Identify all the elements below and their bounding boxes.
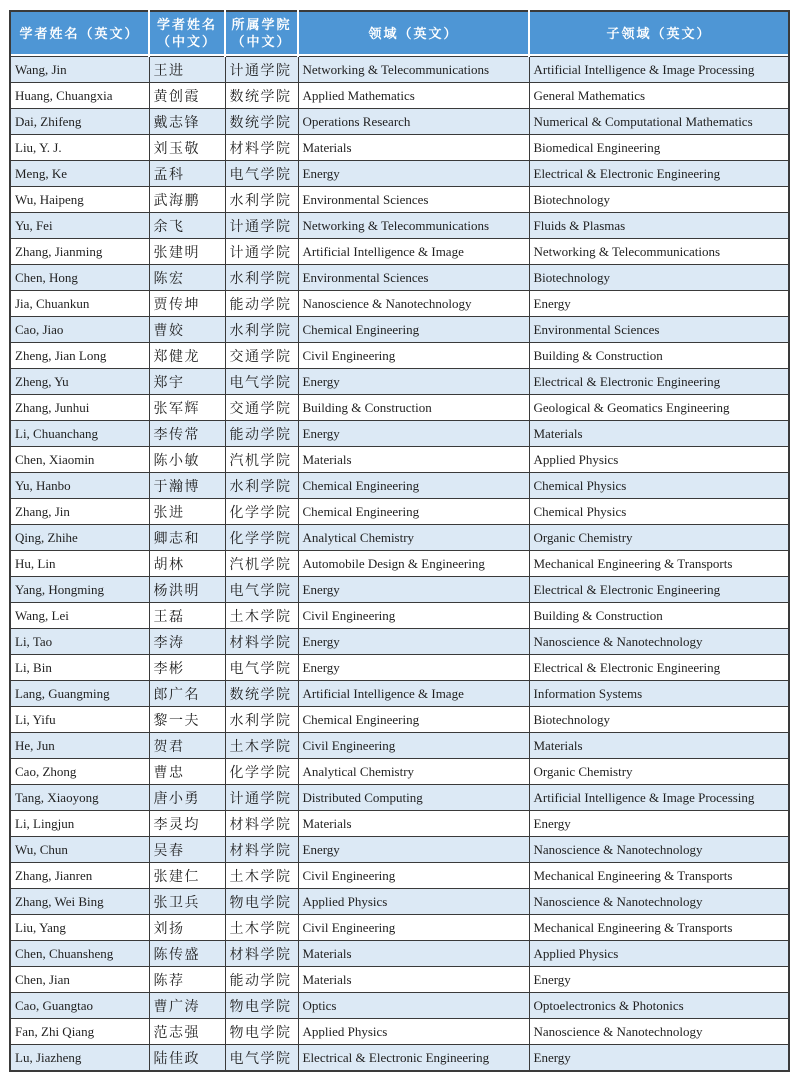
college-zh: 交通学院 [225, 343, 298, 369]
subfield-en: Electrical & Electronic Engineering [529, 577, 789, 603]
subfield-en: Chemical Physics [529, 499, 789, 525]
table-row [10, 317, 789, 343]
table-body [10, 57, 789, 1072]
subfield-en: Applied Physics [529, 941, 789, 967]
scholar-name-en: Meng, Ke [10, 161, 149, 187]
college-zh: 材料学院 [225, 811, 298, 837]
subfield-en: Energy [529, 291, 789, 317]
scholar-name-en: Chen, Xiaomin [10, 447, 149, 473]
college-zh: 交通学院 [225, 395, 298, 421]
scholar-name-en: Zhang, Junhui [10, 395, 149, 421]
scholar-name-zh: 戴志锋 [149, 109, 225, 135]
table-row [10, 577, 789, 603]
college-zh: 材料学院 [225, 629, 298, 655]
subfield-en: Building & Construction [529, 343, 789, 369]
field-en: Chemical Engineering [298, 317, 529, 343]
scholar-name-zh: 孟科 [149, 161, 225, 187]
scholar-name-en: Jia, Chuankun [10, 291, 149, 317]
scholar-name-en: Zhang, Wei Bing [10, 889, 149, 915]
scholar-name-zh: 刘玉敬 [149, 135, 225, 161]
table-row [10, 473, 789, 499]
scholar-name-zh: 曹姣 [149, 317, 225, 343]
scholar-name-zh: 吴春 [149, 837, 225, 863]
subfield-en: Fluids & Plasmas [529, 213, 789, 239]
subfield-en: Information Systems [529, 681, 789, 707]
college-zh: 能动学院 [225, 967, 298, 993]
scholar-name-zh: 胡林 [149, 551, 225, 577]
college-zh: 数统学院 [225, 681, 298, 707]
college-zh: 材料学院 [225, 941, 298, 967]
field-en: Artificial Intelligence & Image [298, 681, 529, 707]
scholar-name-zh: 陈宏 [149, 265, 225, 291]
scholar-name-en: Chen, Jian [10, 967, 149, 993]
scholar-name-zh: 郎广名 [149, 681, 225, 707]
college-zh: 电气学院 [225, 369, 298, 395]
field-en: Civil Engineering [298, 915, 529, 941]
field-en: Energy [298, 629, 529, 655]
college-zh: 数统学院 [225, 83, 298, 109]
scholar-name-en: Huang, Chuangxia [10, 83, 149, 109]
field-en: Analytical Chemistry [298, 759, 529, 785]
subfield-en: Nanoscience & Nanotechnology [529, 1019, 789, 1045]
scholar-name-en: Wu, Chun [10, 837, 149, 863]
scholar-name-en: Li, Lingjun [10, 811, 149, 837]
scholar-name-zh: 范志强 [149, 1019, 225, 1045]
field-en: Chemical Engineering [298, 473, 529, 499]
table-row [10, 525, 789, 551]
college-zh: 电气学院 [225, 161, 298, 187]
scholar-name-en: Chen, Chuansheng [10, 941, 149, 967]
table-row [10, 109, 789, 135]
scholar-name-zh: 卿志和 [149, 525, 225, 551]
table-row [10, 447, 789, 473]
table-row [10, 629, 789, 655]
field-en: Energy [298, 577, 529, 603]
scholars-table [9, 10, 790, 1072]
field-en: Chemical Engineering [298, 707, 529, 733]
college-zh: 化学学院 [225, 525, 298, 551]
col-header-scholar-name-zh [149, 11, 225, 57]
scholar-name-en: Zheng, Yu [10, 369, 149, 395]
scholar-name-en: Dai, Zhifeng [10, 109, 149, 135]
scholar-name-en: Yu, Fei [10, 213, 149, 239]
scholar-name-zh: 王磊 [149, 603, 225, 629]
scholar-name-zh: 张建明 [149, 239, 225, 265]
field-en: Building & Construction [298, 395, 529, 421]
scholar-name-zh: 余飞 [149, 213, 225, 239]
field-en: Energy [298, 655, 529, 681]
col-header-label: 学者姓名（英文） [19, 26, 140, 42]
table-row [10, 837, 789, 863]
scholar-name-zh: 张建仁 [149, 863, 225, 889]
college-zh: 能动学院 [225, 291, 298, 317]
college-zh: 物电学院 [225, 889, 298, 915]
subfield-en: Applied Physics [529, 447, 789, 473]
college-zh: 计通学院 [225, 239, 298, 265]
col-header-field-en [298, 11, 529, 57]
scholar-name-zh: 于瀚博 [149, 473, 225, 499]
scholar-name-en: Wu, Haipeng [10, 187, 149, 213]
scholar-name-en: Wang, Lei [10, 603, 149, 629]
field-en: Materials [298, 811, 529, 837]
table-row [10, 421, 789, 447]
subfield-en: Nanoscience & Nanotechnology [529, 837, 789, 863]
scholar-name-zh: 陈传盛 [149, 941, 225, 967]
college-zh: 化学学院 [225, 499, 298, 525]
table-row [10, 1045, 789, 1072]
subfield-en: Numerical & Computational Mathematics [529, 109, 789, 135]
subfield-en: Organic Chemistry [529, 525, 789, 551]
college-zh: 汽机学院 [225, 551, 298, 577]
college-zh: 材料学院 [225, 837, 298, 863]
field-en: Civil Engineering [298, 343, 529, 369]
table-row [10, 759, 789, 785]
college-zh: 计通学院 [225, 57, 298, 83]
scholar-name-zh: 郑健龙 [149, 343, 225, 369]
col-header-scholar-name-en [10, 11, 149, 57]
scholar-name-zh: 张进 [149, 499, 225, 525]
scholar-name-zh: 刘扬 [149, 915, 225, 941]
table-row [10, 811, 789, 837]
field-en: Environmental Sciences [298, 187, 529, 213]
scholar-name-en: Yu, Hanbo [10, 473, 149, 499]
college-zh: 土木学院 [225, 603, 298, 629]
table-row [10, 733, 789, 759]
table-row [10, 681, 789, 707]
college-zh: 电气学院 [225, 655, 298, 681]
table-row [10, 57, 789, 83]
scholar-name-zh: 张军辉 [149, 395, 225, 421]
table-row [10, 785, 789, 811]
subfield-en: Mechanical Engineering & Transports [529, 863, 789, 889]
field-en: Optics [298, 993, 529, 1019]
subfield-en: Geological & Geomatics Engineering [529, 395, 789, 421]
table-row [10, 551, 789, 577]
field-en: Networking & Telecommunications [298, 213, 529, 239]
scholar-name-en: Cao, Guangtao [10, 993, 149, 1019]
field-en: Energy [298, 369, 529, 395]
scholar-name-zh: 李灵均 [149, 811, 225, 837]
subfield-en: Chemical Physics [529, 473, 789, 499]
table-row [10, 707, 789, 733]
college-zh: 能动学院 [225, 421, 298, 447]
subfield-en: Building & Construction [529, 603, 789, 629]
scholar-name-en: Liu, Y. J. [10, 135, 149, 161]
college-zh: 电气学院 [225, 1045, 298, 1072]
college-zh: 水利学院 [225, 187, 298, 213]
table-row [10, 993, 789, 1019]
scholar-name-en: Li, Yifu [10, 707, 149, 733]
scholar-name-en: Liu, Yang [10, 915, 149, 941]
subfield-en: Biomedical Engineering [529, 135, 789, 161]
col-header-label: 子领域（英文） [606, 26, 712, 42]
scholar-name-en: Li, Chuanchang [10, 421, 149, 447]
scholar-name-zh: 张卫兵 [149, 889, 225, 915]
field-en: Materials [298, 447, 529, 473]
table-row [10, 967, 789, 993]
field-en: Operations Research [298, 109, 529, 135]
subfield-en: Optoelectronics & Photonics [529, 993, 789, 1019]
scholar-name-en: Cao, Zhong [10, 759, 149, 785]
field-en: Electrical & Electronic Engineering [298, 1045, 529, 1072]
subfield-en: Organic Chemistry [529, 759, 789, 785]
scholar-name-en: Zhang, Jianming [10, 239, 149, 265]
college-zh: 物电学院 [225, 1019, 298, 1045]
subfield-en: Nanoscience & Nanotechnology [529, 889, 789, 915]
scholar-name-zh: 王进 [149, 57, 225, 83]
subfield-en: Materials [529, 733, 789, 759]
scholar-name-en: Lang, Guangming [10, 681, 149, 707]
col-header-label: 领域（英文） [368, 26, 459, 42]
col-header-label: （中文） [231, 35, 292, 50]
field-en: Applied Physics [298, 1019, 529, 1045]
table-row [10, 213, 789, 239]
field-en: Applied Mathematics [298, 83, 529, 109]
field-en: Materials [298, 135, 529, 161]
scholar-name-en: Zhang, Jianren [10, 863, 149, 889]
scholar-name-zh: 曹忠 [149, 759, 225, 785]
scholar-name-en: Yang, Hongming [10, 577, 149, 603]
scholar-name-zh: 杨洪明 [149, 577, 225, 603]
col-header-label: （中文） [156, 35, 217, 50]
scholar-name-en: Li, Bin [10, 655, 149, 681]
subfield-en: Biotechnology [529, 187, 789, 213]
college-zh: 土木学院 [225, 915, 298, 941]
scholar-name-zh: 武海鹏 [149, 187, 225, 213]
scholar-name-en: Zheng, Jian Long [10, 343, 149, 369]
subfield-en: Mechanical Engineering & Transports [529, 915, 789, 941]
scholar-name-en: Zhang, Jin [10, 499, 149, 525]
scholar-name-zh: 郑宇 [149, 369, 225, 395]
subfield-en: Electrical & Electronic Engineering [529, 369, 789, 395]
table-row [10, 941, 789, 967]
subfield-en: Mechanical Engineering & Transports [529, 551, 789, 577]
scholar-name-zh: 陆佳政 [149, 1045, 225, 1072]
col-header-label: 所属学院 [231, 18, 292, 33]
scholar-name-en: Tang, Xiaoyong [10, 785, 149, 811]
field-en: Environmental Sciences [298, 265, 529, 291]
college-zh: 土木学院 [225, 733, 298, 759]
subfield-en: Biotechnology [529, 265, 789, 291]
table-row [10, 83, 789, 109]
col-header-label: 学者姓名 [156, 18, 217, 33]
field-en: Automobile Design & Engineering [298, 551, 529, 577]
table-row [10, 603, 789, 629]
header-row [10, 11, 789, 57]
college-zh: 水利学院 [225, 265, 298, 291]
scholar-name-en: Wang, Jin [10, 57, 149, 83]
subfield-en: Energy [529, 967, 789, 993]
subfield-en: General Mathematics [529, 83, 789, 109]
field-en: Energy [298, 421, 529, 447]
col-header-college-zh [225, 11, 298, 57]
scholar-name-zh: 李传常 [149, 421, 225, 447]
subfield-en: Energy [529, 1045, 789, 1072]
field-en: Materials [298, 941, 529, 967]
scholar-name-en: Hu, Lin [10, 551, 149, 577]
field-en: Networking & Telecommunications [298, 57, 529, 83]
scholar-name-en: Qing, Zhihe [10, 525, 149, 551]
subfield-en: Electrical & Electronic Engineering [529, 161, 789, 187]
field-en: Analytical Chemistry [298, 525, 529, 551]
college-zh: 数统学院 [225, 109, 298, 135]
table-row [10, 239, 789, 265]
scholar-name-zh: 曹广涛 [149, 993, 225, 1019]
subfield-en: Electrical & Electronic Engineering [529, 655, 789, 681]
scholar-name-zh: 李彬 [149, 655, 225, 681]
table-row [10, 343, 789, 369]
table-row [10, 499, 789, 525]
subfield-en: Energy [529, 811, 789, 837]
field-en: Energy [298, 837, 529, 863]
college-zh: 水利学院 [225, 707, 298, 733]
college-zh: 土木学院 [225, 863, 298, 889]
scholar-name-zh: 唐小勇 [149, 785, 225, 811]
table-row [10, 915, 789, 941]
scholar-name-en: Cao, Jiao [10, 317, 149, 343]
scholar-name-en: Chen, Hong [10, 265, 149, 291]
table-row [10, 161, 789, 187]
college-zh: 化学学院 [225, 759, 298, 785]
college-zh: 材料学院 [225, 135, 298, 161]
scholar-name-zh: 贺君 [149, 733, 225, 759]
table-row [10, 655, 789, 681]
college-zh: 水利学院 [225, 473, 298, 499]
scholar-name-en: Fan, Zhi Qiang [10, 1019, 149, 1045]
college-zh: 汽机学院 [225, 447, 298, 473]
table-row [10, 1019, 789, 1045]
subfield-en: Environmental Sciences [529, 317, 789, 343]
scholar-name-zh: 陈荐 [149, 967, 225, 993]
subfield-en: Biotechnology [529, 707, 789, 733]
field-en: Distributed Computing [298, 785, 529, 811]
table-row [10, 265, 789, 291]
scholar-name-zh: 贾传坤 [149, 291, 225, 317]
table-row [10, 369, 789, 395]
table-row [10, 863, 789, 889]
table-row [10, 187, 789, 213]
scholar-name-en: He, Jun [10, 733, 149, 759]
subfield-en: Materials [529, 421, 789, 447]
col-header-subfield-en [529, 11, 789, 57]
scholar-name-en: Lu, Jiazheng [10, 1045, 149, 1072]
table-row [10, 291, 789, 317]
field-en: Civil Engineering [298, 733, 529, 759]
scholar-name-en: Li, Tao [10, 629, 149, 655]
scholar-name-zh: 黄创霞 [149, 83, 225, 109]
scholar-name-zh: 黎一夫 [149, 707, 225, 733]
subfield-en: Artificial Intelligence & Image Processing [529, 57, 789, 83]
college-zh: 计通学院 [225, 213, 298, 239]
field-en: Chemical Engineering [298, 499, 529, 525]
field-en: Artificial Intelligence & Image [298, 239, 529, 265]
college-zh: 水利学院 [225, 317, 298, 343]
field-en: Civil Engineering [298, 603, 529, 629]
scholar-name-zh: 李涛 [149, 629, 225, 655]
field-en: Nanoscience & Nanotechnology [298, 291, 529, 317]
subfield-en: Artificial Intelligence & Image Processing [529, 785, 789, 811]
field-en: Applied Physics [298, 889, 529, 915]
college-zh: 物电学院 [225, 993, 298, 1019]
field-en: Energy [298, 161, 529, 187]
subfield-en: Networking & Telecommunications [529, 239, 789, 265]
field-en: Materials [298, 967, 529, 993]
college-zh: 计通学院 [225, 785, 298, 811]
field-en: Civil Engineering [298, 863, 529, 889]
subfield-en: Nanoscience & Nanotechnology [529, 629, 789, 655]
table-row [10, 395, 789, 421]
college-zh: 电气学院 [225, 577, 298, 603]
table-row [10, 135, 789, 161]
table-row [10, 889, 789, 915]
scholar-name-zh: 陈小敏 [149, 447, 225, 473]
